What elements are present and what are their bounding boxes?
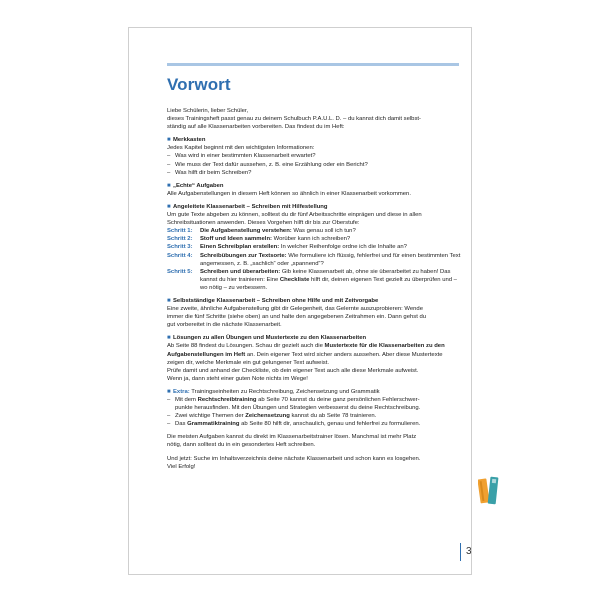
section-heading-loesungen: ■ Lösungen zu allen Übungen und Mustertexte zu den Klassenarbeiten xyxy=(167,335,367,342)
section-heading-selbststaendige: ■ Selbstständige Klassenarbeit – Schreiben ohne Hilfe und mit Zeitvorgabe xyxy=(167,297,379,304)
list-item: – Das Grammatiktraining ab Seite 80 hilft dir, anschaulich, genau und fehlerfrei zu formulieren. xyxy=(167,421,421,428)
page-sheet xyxy=(128,27,472,575)
step-row: Schritt 3: Einen Schreibplan erstellen: In welcher Reihenfolge ordne ich die Inhalte an? xyxy=(167,244,407,251)
step-row: Schritt 2: Stoff und Ideen sammeln: Worüber kann ich schreiben? xyxy=(167,236,351,243)
intro-line: Liebe Schülerin, lieber Schüler, xyxy=(167,108,249,114)
list-item: – Mit dem Rechtschreibtraining ab Seite 70 kannst du deine ganz persönlichen Fehlerschwer- punkte herausfinden. Mit den Übungen und Strategien verbesserst du deine Rechtschreibung. xyxy=(167,397,421,412)
closing-text: Die meisten Aufgaben kannst du direkt im Klassenarbeitstrainer lösen. Manchmal ist mehr Platz xyxy=(167,434,417,441)
intro-line: ständig auf alle Klassenarbeiten vorbereiten. Das findest du im Heft: xyxy=(167,124,345,131)
square-bullet-icon: ■ xyxy=(167,297,171,304)
square-bullet-icon: ■ xyxy=(167,203,171,210)
intro-line: dieses Trainingsheft passt genau zu deinem Schulbuch P.A.U.L. D. – du kannst dich damit selbst- xyxy=(167,116,421,123)
section-heading-echte-aufgaben: ■ „Echte“ Aufgaben xyxy=(167,182,224,189)
square-bullet-icon: ■ xyxy=(167,137,171,144)
closing-text: nötig, dann solltest du in ein gesondertes Heft schreiben. xyxy=(167,442,316,449)
books-icon xyxy=(478,475,500,507)
page-title: Vorwort xyxy=(167,75,231,94)
step-row: Schritt 5: Schreiben und überarbeiten: Gib keine Klassenarbeit ab, ohne sie überarbeitet zu haben! Das kannst du hier trainieren: Eine Checkliste hilft dir, deinen eigenen Text gezielt zu überprüfen und – wo nötig – zu verbessern. xyxy=(167,268,457,291)
section-text: Um gute Texte abgeben zu können, solltest du dir fünf Arbeitsschritte einprägen und diese in allen xyxy=(167,212,422,219)
section-heading-angeleitete: ■ Angeleitete Klassenarbeit – Schreiben mit Hilfestellung xyxy=(167,203,328,210)
top-rule xyxy=(167,63,459,66)
step-row: Schritt 1: Die Aufgabenstellung verstehen: Was genau soll ich tun? xyxy=(167,228,356,235)
square-bullet-icon: ■ xyxy=(167,182,171,189)
list-item: – Wie muss der Text dafür aussehen, z. B. eine Erzählung oder ein Bericht? xyxy=(167,161,368,168)
section-text: Eine zweite, ähnliche Aufgabenstellung gibt dir Gelegenheit, das Gelernte auszuprobieren: Wende xyxy=(167,306,423,313)
section-heading-extra: ■ Extra: Trainingseinheiten zu Rechtschreibung, Zeichensetzung und Grammatik xyxy=(167,388,380,395)
section-text: Schreibsituationen anwenden. Dieses Vorgehen hilft dir bis zur Oberstufe: xyxy=(167,220,360,227)
list-item: – Was wird in einer bestimmten Klassenarbeit erwartet? xyxy=(167,153,316,160)
farewell-text: Viel Erfolg! xyxy=(167,463,196,470)
section-text: Ab Seite 88 findest du Lösungen. Schau dir gezielt auch die Mustertexte für die Klassenarbeiten zu den Aufgabenstellungen im Heft an. Dein eigener Text wird sicher anders aussehen. Aber diese Mustertexte zeigen dir, welche Merkmale ein gut gelungener Text aufweist. xyxy=(167,343,445,366)
step-row: Schritt 4: Schreibübungen zur Textsorte: Wie formuliere ich flüssig, fehlerfrei und für einen bestimmten Text angemessen, z. B. „sachlich“ oder „spannend“? xyxy=(167,252,461,267)
square-bullet-icon: ■ xyxy=(167,388,171,395)
list-item: – Was hilft dir beim Schreiben? xyxy=(167,169,252,176)
section-text: gut vorbereitet in die nächste Klassenarbeit. xyxy=(167,322,282,329)
page-number: 3 xyxy=(466,546,472,557)
section-text: Prüfe damit und anhand der Checkliste, ob dein eigener Text auch alle diese Merkmale aufweist. xyxy=(167,367,419,374)
list-item: – Zwei wichtige Themen der Zeichensetzung kannst du ab Seite 78 trainieren. xyxy=(167,413,377,420)
page-number-rule xyxy=(460,543,461,561)
section-text: immer die fünf Schritte (siehe oben) an und halte den angegebenen Zeitrahmen ein. Dann gehst du xyxy=(167,314,427,321)
page-content xyxy=(167,107,461,471)
section-heading-merkkasten: ■ Merkkasten xyxy=(167,137,206,144)
section-text: Wenn ja, dann steht einer guten Note nichts im Wege! xyxy=(167,375,308,382)
section-text: Jedes Kapitel beginnt mit den wichtigsten Informationen: xyxy=(167,145,315,152)
farewell-text: Und jetzt: Suche im Inhaltsverzeichnis deine nächste Klassenarbeit und schon kann es losgehen. xyxy=(167,455,421,462)
section-text: Alle Aufgabenstellungen in diesem Heft können so ähnlich in einer Klassenarbeit vorkommen. xyxy=(167,190,411,197)
square-bullet-icon: ■ xyxy=(167,335,171,342)
